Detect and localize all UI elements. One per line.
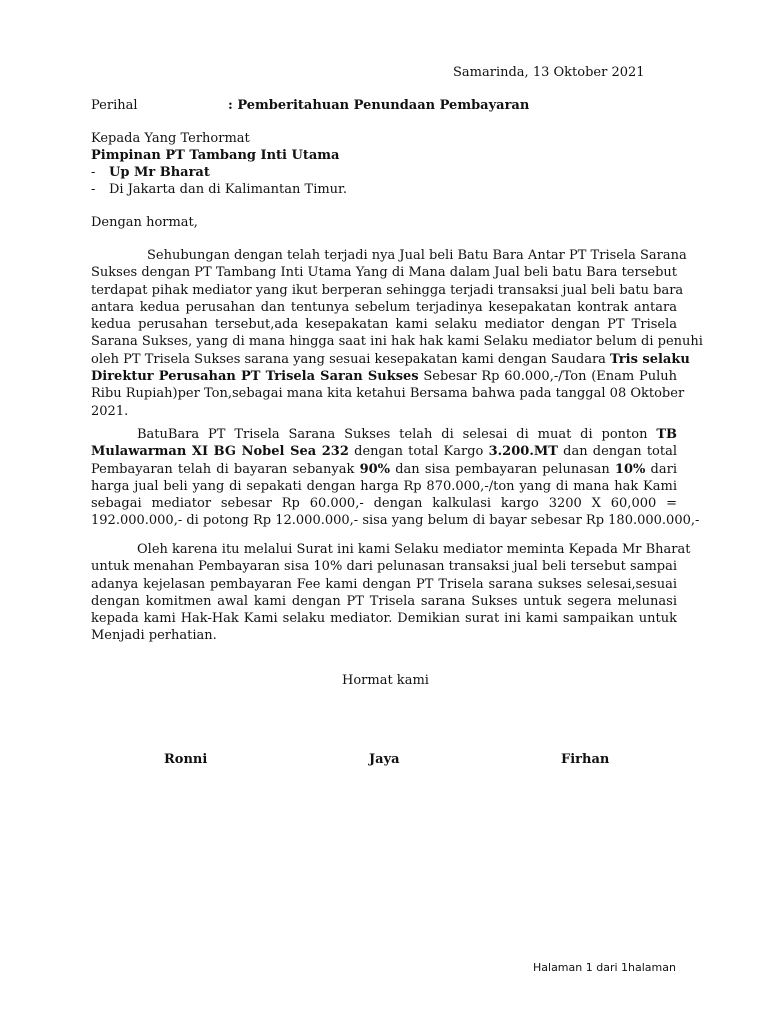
p2-line: 192.000.000,- di potong Rp 12.000.000,- sisa yang belum di bayar sebesar Rp 180.000.000,- [91,513,700,529]
p3-line: adanya kejelasan pembayaran Fee kami dengan PT Trisela sarana sukses selesai,sesuai [91,576,677,592]
recipient-company: Pimpinan PT Tambang Inti Utama [91,148,340,163]
recipient-dash-2: - [91,182,96,197]
subject-label: Perihal [91,98,138,113]
p1-line: Ribu Rupiah)per Ton,sebagai mana kita ketahui Bersama bahwa pada tanggal 08 Oktober [91,386,685,402]
p1-line: 2021. [91,403,129,419]
paragraph-2 [91,426,700,530]
signatory-name: Ronni [164,752,208,767]
recipient-greeting: Kepada Yang Terhormat [91,131,250,146]
p1-line: Sukses dengan PT Tambang Inti Utama Yang di Mana dalam Jual beli batu Bara tersebut [91,265,677,281]
p3-line: dengan komitmen awal kami dengan PT Trisela sarana Sukses untuk segera melunasi [91,593,677,609]
recipient-attention: Up Mr Bharat [109,165,210,180]
recipient-dash-1: - [91,165,96,180]
p2-line: Mulawarman XI BG Nobel Sea 232 dengan total Kargo 3.200.MT dan dengan total [91,444,678,460]
p2-line: Pembayaran telah di bayaran sebanyak 90% dan sisa pembayaran pelunasan 10% dari [91,461,677,477]
p1-line: terdapat pihak mediator yang ikut berperan sehingga terjadi transaksi jual beli batu bara [91,282,684,298]
salutation: Dengan hormat, [91,215,198,230]
p1-line: Direktur Perusahan PT Trisela Saran Sukses Sebesar Rp 60.000,-/Ton (Enam Puluh [91,369,677,385]
place-date: Samarinda, 13 Oktober 2021 [453,65,645,80]
p2-line: sebagai mediator sebesar Rp 60.000,- dengan kalkulasi kargo 3200 X 60,000 = [91,496,677,512]
p1-line: Sehubungan dengan telah terjadi nya Jual beli Batu Bara Antar PT Trisela Sarana [147,248,687,263]
p1-line: kedua perusahan tersebut,ada kesepakatan kami selaku mediator dengan PT Trisela [91,317,677,333]
p1-line: antara kedua perusahan dan tentunya sebelum terjadinya kesepakatan kontrak antara [91,299,677,315]
signatory-name: Jaya [369,752,400,767]
page-footer: Halaman 1 dari 1halaman [533,961,676,974]
p3-line: Menjadi perhatian. [91,628,217,644]
p3-line: Oleh karena itu melalui Surat ini kami Selaku mediator meminta Kepada Mr Bharat [137,542,691,557]
recipient-location: Di Jakarta dan di Kalimantan Timur. [109,182,347,197]
subject-value: : Pemberitahuan Penundaan Pembayaran [228,98,530,113]
p2-line: harga jual beli yang di sepakati dengan harga Rp 870.000,-/ton yang di mana hak Kami [91,478,677,494]
p3-line: untuk menahan Pembayaran sisa 10% dari pelunasan transaksi jual beli tersebut sampai [91,559,677,575]
p1-line: oleh PT Trisela Sukses sarana yang sesuai kesepakatan kami dengan Saudara Tris selaku [91,351,690,367]
paragraph-3 [91,541,691,645]
p3-line: kepada kami Hak-Hak Kami selaku mediator. Demikian surat ini kami sampaikan untuk [91,611,677,627]
closing: Hormat kami [342,673,429,688]
p2-line: BatuBara PT Trisela Sarana Sukses telah di selesai di muat di ponton TB [137,427,677,442]
signatory-name: Firhan [561,752,610,767]
p1-line: Sarana Sukses, yang di mana hingga saat ini hak hak kami Selaku mediator belum di penuhi [91,334,703,350]
paragraph-1 [91,247,703,420]
